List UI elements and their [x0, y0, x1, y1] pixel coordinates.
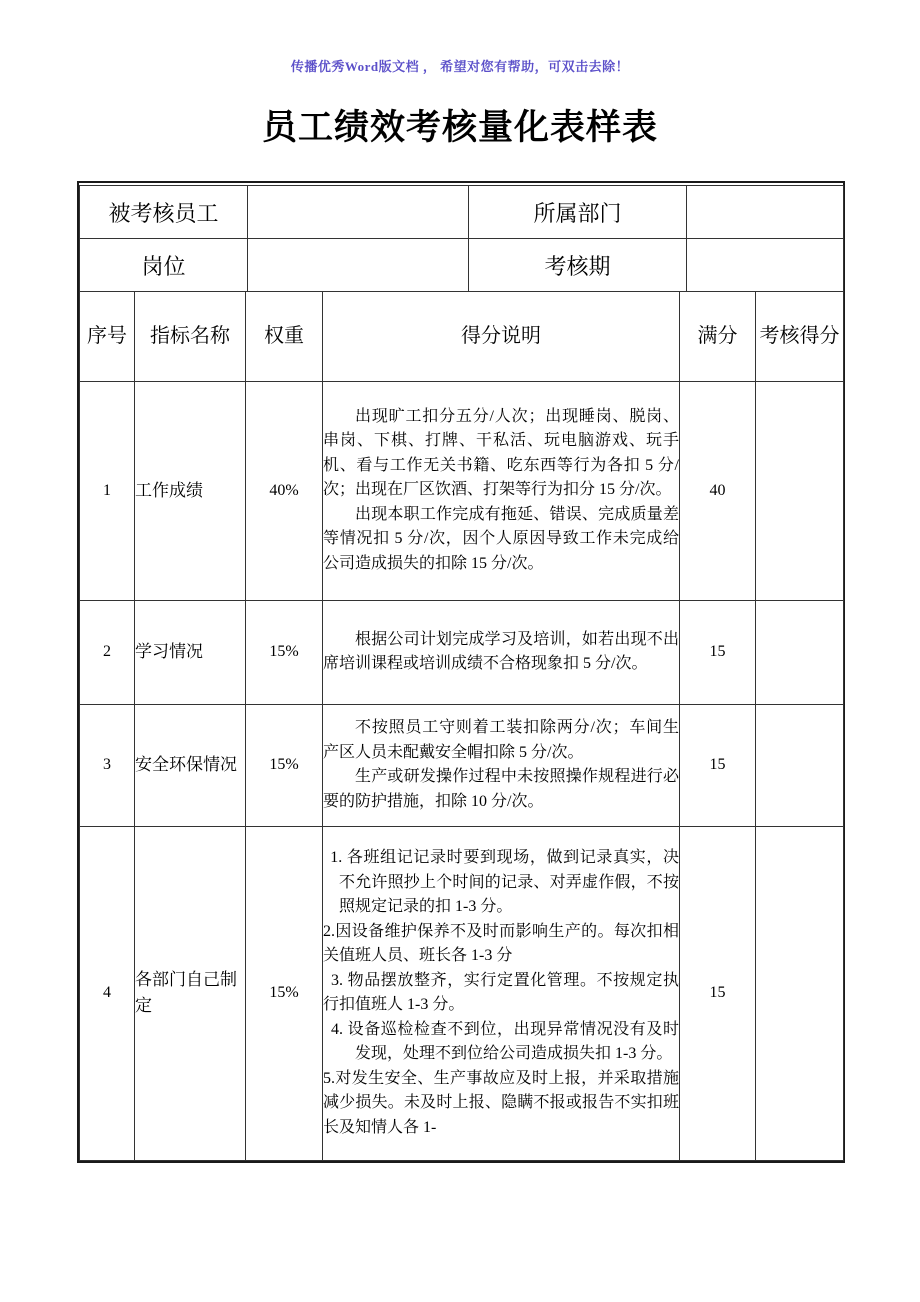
score-description: 出现旷工扣分五分/人次；出现睡岗、脱岗、串岗、下棋、打牌、干私活、玩电脑游戏、玩手机、看与工作无关书籍、吃东西等行为各扣 5 分/次；出现在厂区饮酒、打架等行为扣分 15 分/次。 出现本职工作完成有拖延、错误、完成质量差等情况扣 5 分/次，因个人原因导致工作未完成给公司造成损失的扣除 15 分/次。: [323, 381, 680, 600]
page-title: 员工绩效考核量化表样表: [261, 108, 658, 147]
indicator-name: 学习情况: [135, 600, 246, 704]
weight-value: 15%: [246, 704, 323, 826]
assessed-score[interactable]: [756, 704, 844, 826]
max-score: 15: [680, 600, 756, 704]
score-description: 根据公司计划完成学习及培训，如若出现不出席培训课程或培训成绩不合格现象扣 5 分/次。: [323, 600, 680, 704]
serial-number: 3: [80, 704, 135, 826]
score-row: [80, 704, 844, 826]
header-assessed-score: 考核得分: [756, 292, 844, 381]
indicator-name: 工作成绩: [135, 381, 246, 600]
header-score-description: 得分说明: [323, 292, 680, 381]
assessed-score[interactable]: [756, 600, 844, 704]
serial-number: 2: [80, 600, 135, 704]
serial-number: 4: [80, 826, 135, 1160]
position-label: 岗位: [80, 239, 248, 292]
score-row: [80, 826, 844, 1160]
header-serial-number: 序号: [80, 292, 135, 381]
employee-info-table: [79, 185, 844, 292]
assessed-employee-label: 被考核员工: [80, 186, 248, 239]
max-score: 15: [680, 826, 756, 1160]
header-max-score: 满分: [680, 292, 756, 381]
score-description: 不按照员工守则着工装扣除两分/次；车间生产区人员未配戴安全帽扣除 5 分/次。 生产或研发操作过程中未按照操作规程进行必要的防护措施，扣除 10 分/次。: [323, 704, 680, 826]
department-value[interactable]: [687, 186, 844, 239]
score-table: [79, 292, 844, 1161]
indicator-name: 安全环保情况: [135, 704, 246, 826]
header-weight: 权重: [246, 292, 323, 381]
assessed-score[interactable]: [756, 826, 844, 1160]
max-score: 40: [680, 381, 756, 600]
assessment-table: [77, 181, 845, 1163]
score-header-row: [80, 292, 844, 381]
assessed-employee-value[interactable]: [248, 186, 469, 239]
header-indicator-name: 指标名称: [135, 292, 246, 381]
score-description: 1. 各班组记记录时要到现场，做到记录真实，决不允许照抄上个时间的记录、对弄虚作假，不按照规定记录的扣 1-3 分。 2.因设备维护保养不及时而影响生产的。每次扣相关值班人员、班长各 1-3 分 3. 物品摆放整齐，实行定置化管理。不按规定执行扣值班人 1-3 分。 4. 设备巡检检查不到位，出现异常情况没有及时发现，处理不到位给公司造成损失扣 1-3 分。 5.对发生安全、生产事故应及时上报，并采取措施减少损失。未及时上报、隐瞒不报或报告不实扣班长及知情人各 1-: [323, 826, 680, 1160]
score-row: [80, 600, 844, 704]
serial-number: 1: [80, 381, 135, 600]
max-score: 15: [680, 704, 756, 826]
notice-banner[interactable]: 传播优秀Word版文档 ， 希望对您有帮助，可双击去除！: [290, 59, 630, 74]
assessed-score[interactable]: [756, 381, 844, 600]
assessment-period-value[interactable]: [687, 239, 844, 292]
assessment-period-label: 考核期: [469, 239, 687, 292]
position-value[interactable]: [248, 239, 469, 292]
indicator-name: 各部门自己制定: [135, 826, 246, 1160]
department-label: 所属部门: [469, 186, 687, 239]
weight-value: 15%: [246, 826, 323, 1160]
score-row: [80, 381, 844, 600]
info-row: [80, 186, 844, 239]
weight-value: 40%: [246, 381, 323, 600]
weight-value: 15%: [246, 600, 323, 704]
info-row: [80, 239, 844, 292]
